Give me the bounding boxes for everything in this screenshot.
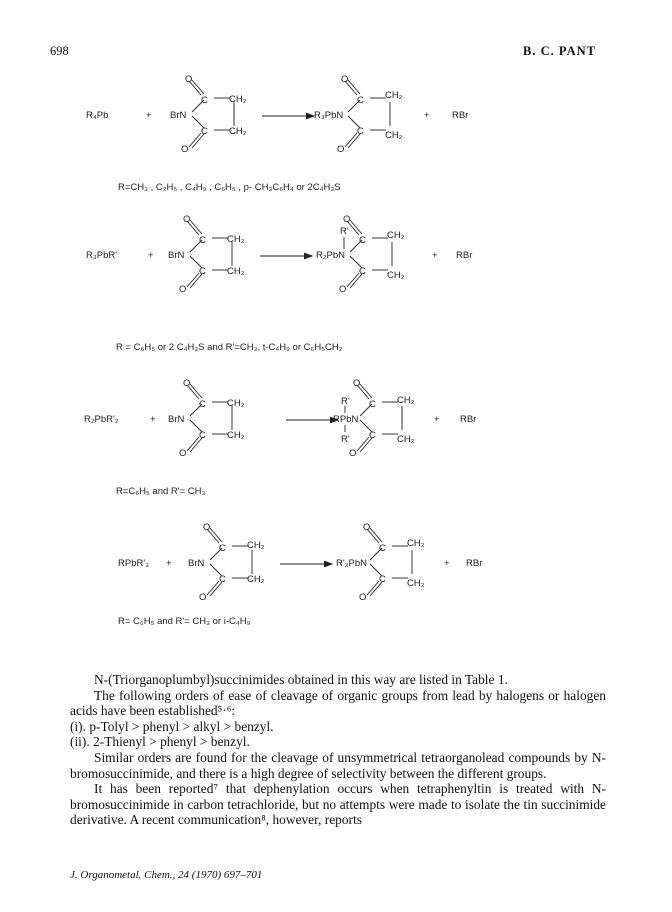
page-number: 698: [50, 44, 69, 58]
svg-text:O: O: [179, 284, 187, 295]
scheme-3-reagent: BrN: [168, 414, 185, 425]
scheme-3-conditions: R=C₆H₅ and R'= CH₃: [116, 486, 206, 497]
svg-text:CH₂: CH₂: [407, 578, 425, 589]
svg-text:C: C: [369, 399, 376, 410]
running-header-author: B. C. PANT: [523, 44, 596, 58]
svg-text:O: O: [359, 592, 367, 603]
scheme-4: [118, 522, 482, 627]
svg-text:C: C: [199, 399, 206, 410]
svg-text:O: O: [183, 378, 191, 389]
scheme-1-conditions: R=CH₃ , C₂H₅ , C₄H₉ , C₆H₅ , p- CH₃C₆H₄ or 2C₄H₃S: [118, 182, 341, 193]
svg-text:C: C: [199, 430, 206, 441]
scheme-3: [84, 378, 476, 497]
scheme-4-conditions: R= C₆H₅ and R'= CH₃ or i-C₄H₉: [118, 616, 251, 627]
svg-text:CH₂: CH₂: [227, 398, 245, 409]
svg-text:CH₂: CH₂: [247, 574, 265, 585]
svg-text:CH₂: CH₂: [227, 266, 245, 277]
svg-text:O: O: [337, 144, 345, 155]
scheme-2-byproduct: RBr: [456, 250, 473, 261]
svg-text:C: C: [369, 430, 376, 441]
scheme-1-byproduct: RBr: [452, 110, 469, 121]
scheme-1: [86, 74, 468, 193]
svg-text:CH₂: CH₂: [387, 270, 405, 281]
svg-text:O: O: [203, 522, 211, 533]
svg-text:O: O: [183, 214, 191, 225]
svg-text:CH₂: CH₂: [397, 395, 415, 406]
svg-text:O: O: [339, 284, 347, 295]
scheme-4-byproduct: RBr: [466, 558, 483, 569]
svg-text:R': R': [341, 396, 350, 407]
scheme-1-product: R₃PbN: [314, 110, 344, 121]
scheme-2-product: R₂PbN: [316, 250, 346, 261]
svg-text:C: C: [199, 235, 206, 246]
svg-text:CH₂: CH₂: [397, 434, 415, 445]
paragraph-2: The following orders of ease of cleavage of organic groups from lead by halogens or halogen acids have been established⁵·⁶:: [70, 687, 606, 719]
paragraph-3: Similar orders are found for the cleavage of unsymmetrical tetraorganolead compounds by N-bromosuccinimide, and there is a high degree of selectivity between the different groups.: [70, 749, 606, 781]
scheme-4-reagent: BrN: [188, 558, 205, 569]
svg-text:C: C: [201, 95, 208, 106]
svg-text:R': R': [340, 226, 349, 237]
svg-text:O: O: [199, 592, 207, 603]
svg-text:C: C: [357, 126, 364, 137]
svg-text:+: +: [150, 414, 156, 425]
order-item-1: (i). p-Tolyl > phenyl > alkyl > benzyl.: [70, 718, 274, 734]
body-text: [70, 672, 606, 828]
svg-text:+: +: [166, 558, 172, 569]
svg-text:O: O: [181, 144, 189, 155]
svg-text:CH₂: CH₂: [229, 126, 247, 137]
svg-text:CH₂: CH₂: [385, 90, 403, 101]
scheme-2-reactant: R₃PbR': [86, 250, 118, 261]
svg-text:CH₂: CH₂: [227, 234, 245, 245]
scheme-1-reactant: R₄Pb: [86, 110, 109, 121]
paragraph-1: N-(Triorganoplumbyl)succinimides obtained in this way are listed in Table 1.: [94, 672, 508, 687]
svg-text:CH₂: CH₂: [247, 540, 265, 551]
svg-text:C: C: [379, 574, 386, 585]
svg-text:O: O: [179, 448, 187, 459]
svg-text:O: O: [185, 74, 193, 85]
scheme-3-product: RPbN: [333, 414, 359, 425]
svg-text:CH₂: CH₂: [227, 430, 245, 441]
svg-text:C: C: [201, 126, 208, 137]
order-item-2: (ii). 2-Thienyl > phenyl > benzyl.: [70, 734, 250, 750]
scheme-4-reactant: RPbR'₃: [118, 558, 150, 569]
scheme-1-plus: +: [146, 110, 152, 121]
svg-text:R': R': [341, 434, 350, 445]
paragraph-4: It has been reported⁷ that dephenylation occurs when tetraphenyltin is treated with N-bromosuccinimide in carbon tetrachloride, but no attempts were made to isolate the tin succinimide derivative. A recent communication⁸, however, reports: [70, 781, 606, 828]
journal-footer: J. Organometal. Chem., 24 (1970) 697–701: [70, 869, 263, 881]
svg-text:C: C: [219, 574, 226, 585]
scheme-3-reactant: R₂PbR'₂: [84, 414, 119, 425]
svg-text:+: +: [432, 250, 438, 261]
scheme-4-product: R'₃PbN: [336, 558, 368, 569]
svg-text:O: O: [349, 448, 357, 459]
scheme-2: [86, 214, 472, 353]
svg-text:O: O: [353, 378, 361, 389]
svg-text:CH₂: CH₂: [229, 94, 247, 105]
svg-text:O: O: [343, 214, 351, 225]
svg-text:C: C: [359, 266, 366, 277]
svg-text:+: +: [424, 110, 430, 121]
svg-text:+: +: [444, 558, 450, 569]
svg-text:+: +: [434, 414, 440, 425]
svg-text:+: +: [148, 250, 154, 261]
svg-text:C: C: [359, 235, 366, 246]
scheme-2-conditions: R = C₆H₅ or 2 C₄H₃S and R'=CH₃, t-C₄H₉ or C₆H₅CH₂: [116, 342, 343, 353]
svg-text:C: C: [357, 95, 364, 106]
svg-text:O: O: [341, 74, 349, 85]
scheme-3-byproduct: RBr: [460, 414, 477, 425]
svg-text:CH₂: CH₂: [407, 538, 425, 549]
svg-text:C: C: [219, 543, 226, 554]
svg-text:CH₂: CH₂: [385, 130, 403, 141]
svg-text:C: C: [379, 543, 386, 554]
svg-text:O: O: [363, 522, 371, 533]
scheme-1-reagent: BrN: [170, 110, 187, 121]
svg-text:C: C: [199, 266, 206, 277]
svg-text:CH₂: CH₂: [387, 230, 405, 241]
scheme-2-reagent: BrN: [168, 250, 185, 261]
